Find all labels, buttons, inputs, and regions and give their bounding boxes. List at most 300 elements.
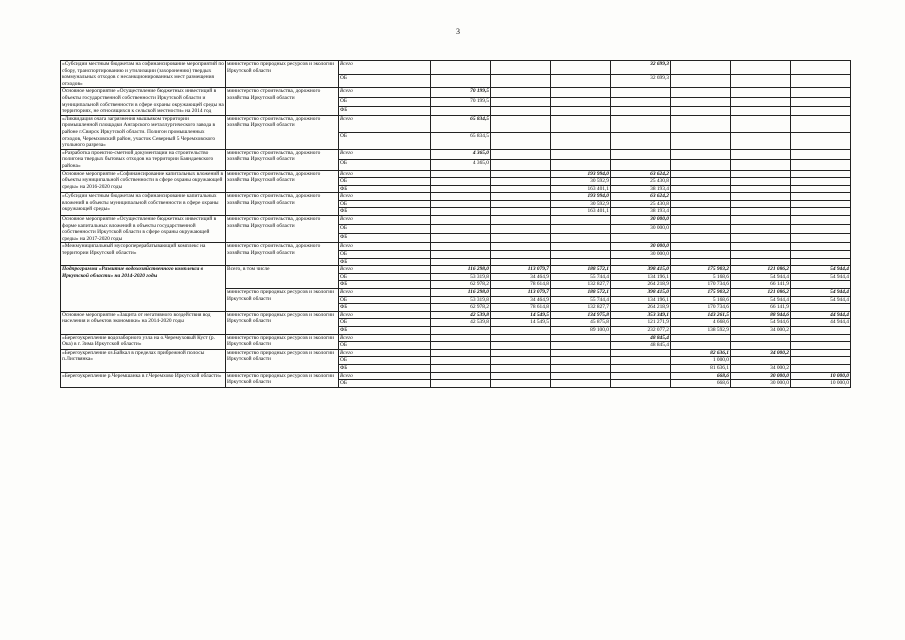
total-value-cell xyxy=(491,372,551,380)
value-cell xyxy=(731,74,791,88)
value-cell: 134 196,1 xyxy=(611,273,671,281)
total-value-cell xyxy=(671,61,731,75)
value-cell: 25 430,8 xyxy=(611,200,671,208)
value-cell xyxy=(791,178,851,186)
total-value-cell xyxy=(551,372,611,380)
total-value-cell xyxy=(551,216,611,225)
value-cell xyxy=(611,357,671,365)
total-value-cell: 188 572,1 xyxy=(551,266,611,274)
total-value-cell: 113 079,7 xyxy=(491,289,551,297)
value-cell xyxy=(551,225,611,234)
total-value-cell xyxy=(551,334,611,342)
executor-cell: министерство природных ресурсов и экологии Иркутской области xyxy=(226,349,339,372)
value-cell: 81 636,1 xyxy=(671,364,731,372)
total-value-cell: 82 636,1 xyxy=(671,349,731,357)
value-cell xyxy=(731,160,791,170)
measure-name-cell: Основное мероприятие «Защита от негативного воздействия вод населения и объектов экономики» на 2014-2020 годы xyxy=(61,311,226,334)
value-cell xyxy=(431,342,491,350)
value-cell: 70 199,5 xyxy=(431,97,491,106)
funding-source-total-cell: Всего xyxy=(339,372,431,380)
total-value-cell xyxy=(671,88,731,97)
total-value-cell: 143 261,5 xyxy=(671,311,731,319)
value-cell xyxy=(611,132,671,149)
funding-source-cell: ФБ xyxy=(339,326,431,334)
funding-source-total-cell: Всего xyxy=(339,289,431,297)
total-value-cell: 54 944,4 xyxy=(791,266,851,274)
total-value-cell xyxy=(491,216,551,225)
value-cell xyxy=(431,364,491,372)
value-cell xyxy=(491,326,551,334)
value-cell: 14 549,5 xyxy=(491,319,551,327)
funding-source-cell: ОБ xyxy=(339,319,431,327)
value-cell: 132 827,7 xyxy=(551,304,611,312)
value-cell xyxy=(791,281,851,289)
funding-source-cell: ФБ xyxy=(339,208,431,216)
funding-source-total-cell: Всего xyxy=(339,216,431,225)
value-cell xyxy=(431,357,491,365)
value-cell xyxy=(791,225,851,234)
total-value-cell: 54 944,4 xyxy=(791,289,851,297)
funding-source-cell: ОБ xyxy=(339,160,431,170)
table-row xyxy=(61,311,851,319)
total-value-cell: 65 834,5 xyxy=(431,115,491,132)
measure-name-cell: «Ликвидация очага загрязнения мышьяком территории промышленной площадки Ангарского металлургического завода в районе г.Свирск Иркутской области. Полигон промышленных отходов, Черемховский район, участок Северный 5 Черемховского угольного разреза» xyxy=(61,115,226,149)
value-cell xyxy=(791,208,851,216)
total-value-cell: 14 549,5 xyxy=(491,311,551,319)
value-cell xyxy=(551,364,611,372)
value-cell xyxy=(731,225,791,234)
value-cell xyxy=(611,258,671,266)
value-cell: 30 000,0 xyxy=(731,380,791,388)
value-cell: 132 827,7 xyxy=(551,281,611,289)
funding-source-cell: ОБ xyxy=(339,380,431,388)
value-cell xyxy=(491,185,551,193)
funding-source-total-cell: Всего xyxy=(339,334,431,342)
executor-cell: министерство природных ресурсов и экологии Иркутской области xyxy=(226,311,339,334)
value-cell: 121 271,9 xyxy=(611,319,671,327)
value-cell: 34 464,9 xyxy=(491,296,551,304)
total-value-cell xyxy=(611,372,671,380)
value-cell xyxy=(791,234,851,243)
value-cell xyxy=(671,178,731,186)
funding-source-total-cell: Всего xyxy=(339,88,431,97)
value-cell xyxy=(671,342,731,350)
value-cell: 4 668,6 xyxy=(671,319,731,327)
total-value-cell: 42 539,8 xyxy=(431,311,491,319)
funding-source-cell: ОБ xyxy=(339,251,431,259)
funding-source-cell: ФБ xyxy=(339,185,431,193)
value-cell: 53 319,8 xyxy=(431,296,491,304)
total-value-cell xyxy=(671,216,731,225)
measure-name-cell: «Берегоукрепление р.Черемшанка в г.Черемхово Иркутской области» xyxy=(61,372,226,387)
value-cell xyxy=(431,178,491,186)
value-cell xyxy=(791,357,851,365)
value-cell: 54 944,4 xyxy=(791,273,851,281)
measure-name-cell: «Межмуниципальный мусороперерабатывающий комплекс на территории Иркутской области» xyxy=(61,243,226,266)
value-cell: 30 000,0 xyxy=(611,251,671,259)
funding-source-cell: ОБ xyxy=(339,132,431,149)
total-value-cell xyxy=(551,349,611,357)
value-cell xyxy=(551,258,611,266)
funding-source-total-cell: Всего xyxy=(339,311,431,319)
executor-cell: министерство природных ресурсов и экологии Иркутской области xyxy=(226,289,339,312)
value-cell: 5 168,6 xyxy=(671,296,731,304)
value-cell xyxy=(671,160,731,170)
value-cell: 62 978,2 xyxy=(431,304,491,312)
funding-source-cell: ОБ xyxy=(339,97,431,106)
value-cell xyxy=(731,106,791,115)
value-cell xyxy=(611,106,671,115)
value-cell xyxy=(731,342,791,350)
value-cell xyxy=(791,258,851,266)
value-cell xyxy=(491,132,551,149)
value-cell xyxy=(491,380,551,388)
funding-source-cell: ОБ xyxy=(339,225,431,234)
value-cell xyxy=(791,106,851,115)
table-row xyxy=(61,266,851,274)
value-cell xyxy=(491,364,551,372)
total-value-cell xyxy=(791,216,851,225)
value-cell xyxy=(791,132,851,149)
measure-name-cell: Основное мероприятие «Осуществление бюджетных инвестиций в форме капитальных вложений в объекты государственной собственности Иркутской области в сфере охраны окружающей среды» на 2017-2020 годы xyxy=(61,216,226,243)
total-value-cell xyxy=(731,334,791,342)
total-value-cell: 175 903,2 xyxy=(671,266,731,274)
value-cell xyxy=(551,160,611,170)
total-value-cell xyxy=(791,149,851,159)
value-cell xyxy=(671,258,731,266)
total-value-cell: 134 975,8 xyxy=(551,311,611,319)
value-cell xyxy=(731,251,791,259)
value-cell: 1 000,0 xyxy=(671,357,731,365)
total-value-cell xyxy=(431,243,491,251)
value-cell xyxy=(491,342,551,350)
value-cell xyxy=(431,208,491,216)
total-value-cell xyxy=(671,243,731,251)
executor-cell: министерство строительства, дорожного хозяйства Иркутской области xyxy=(226,216,339,243)
value-cell: 25 430,8 xyxy=(611,178,671,186)
value-cell xyxy=(671,234,731,243)
value-cell xyxy=(791,364,851,372)
value-cell xyxy=(671,251,731,259)
value-cell xyxy=(551,132,611,149)
value-cell xyxy=(491,357,551,365)
value-cell: 232 077,2 xyxy=(611,326,671,334)
executor-cell: министерство природных ресурсов и экологии Иркутской области xyxy=(226,372,339,387)
value-cell: 54 944,4 xyxy=(731,296,791,304)
total-value-cell: 30 000,0 xyxy=(731,372,791,380)
value-cell: 668,6 xyxy=(671,380,731,388)
total-value-cell xyxy=(671,170,731,178)
total-value-cell: 48 845,4 xyxy=(611,334,671,342)
executor-cell: министерство природных ресурсов и экологии Иркутской области xyxy=(226,61,339,88)
value-cell xyxy=(431,106,491,115)
total-value-cell xyxy=(731,170,791,178)
funding-source-cell: ОБ xyxy=(339,273,431,281)
value-cell: 34 464,9 xyxy=(491,273,551,281)
measure-name-cell: «Разработка проектно-сметной документации на строительство полигона твердых бытовых отходов на территории Баяндаевского района» xyxy=(61,149,226,170)
value-cell: 45 875,8 xyxy=(551,319,611,327)
total-value-cell: 175 903,2 xyxy=(671,289,731,297)
value-cell: 54 944,6 xyxy=(731,319,791,327)
value-cell: 138 592,9 xyxy=(671,326,731,334)
total-value-cell xyxy=(491,88,551,97)
value-cell xyxy=(551,342,611,350)
value-cell: 78 614,8 xyxy=(491,281,551,289)
value-cell: 89 100,0 xyxy=(551,326,611,334)
total-value-cell xyxy=(431,193,491,201)
value-cell xyxy=(791,342,851,350)
value-cell: 264 218,9 xyxy=(611,304,671,312)
value-cell xyxy=(551,234,611,243)
total-value-cell: 113 079,7 xyxy=(491,266,551,274)
value-cell: 163 401,1 xyxy=(551,185,611,193)
value-cell xyxy=(491,234,551,243)
table-row xyxy=(61,243,851,251)
value-cell: 170 734,6 xyxy=(671,281,731,289)
value-cell xyxy=(491,178,551,186)
table-row xyxy=(61,349,851,357)
total-value-cell xyxy=(731,61,791,75)
total-value-cell xyxy=(671,334,731,342)
table-row xyxy=(61,216,851,225)
total-value-cell xyxy=(551,115,611,132)
value-cell: 5 168,6 xyxy=(671,273,731,281)
total-value-cell xyxy=(731,243,791,251)
total-value-cell: 353 349,1 xyxy=(611,311,671,319)
total-value-cell: 44 944,4 xyxy=(791,311,851,319)
total-value-cell: 88 944,6 xyxy=(731,311,791,319)
total-value-cell xyxy=(671,115,731,132)
executor-cell: министерство строительства, дорожного хозяйства Иркутской области xyxy=(226,193,339,216)
table-row xyxy=(61,88,851,97)
funding-source-cell: ФБ xyxy=(339,258,431,266)
total-value-cell xyxy=(431,216,491,225)
value-cell: 4 365,0 xyxy=(431,160,491,170)
total-value-cell: 32 699,3 xyxy=(611,61,671,75)
value-cell xyxy=(491,106,551,115)
total-value-cell: 4 365,0 xyxy=(431,149,491,159)
total-value-cell: 398 415,0 xyxy=(611,266,671,274)
total-value-cell: 188 572,1 xyxy=(551,289,611,297)
total-value-cell xyxy=(551,243,611,251)
total-value-cell xyxy=(491,334,551,342)
total-value-cell xyxy=(671,149,731,159)
value-cell xyxy=(431,74,491,88)
value-cell: 34 000,2 xyxy=(731,364,791,372)
value-cell xyxy=(491,208,551,216)
table-row xyxy=(61,334,851,342)
budget-table xyxy=(60,60,851,388)
executor-cell: министерство природных ресурсов и экологии Иркутской области xyxy=(226,334,339,349)
total-value-cell: 116 298,0 xyxy=(431,266,491,274)
total-value-cell xyxy=(791,334,851,342)
funding-source-total-cell: Всего xyxy=(339,243,431,251)
total-value-cell: 30 000,0 xyxy=(611,216,671,225)
value-cell: 30 000,0 xyxy=(611,225,671,234)
value-cell xyxy=(491,251,551,259)
value-cell: 48 845,4 xyxy=(611,342,671,350)
total-value-cell: 63 624,2 xyxy=(611,193,671,201)
value-cell: 55 744,4 xyxy=(551,296,611,304)
value-cell xyxy=(731,132,791,149)
value-cell xyxy=(731,97,791,106)
page-number: 3 xyxy=(456,27,460,36)
value-cell: 10 000,0 xyxy=(791,380,851,388)
measure-name-cell: «Берегоукрепление оз.Байкал в пределах прибрежной полосы п.Листвянка» xyxy=(61,349,226,372)
value-cell xyxy=(611,380,671,388)
value-cell xyxy=(791,185,851,193)
table-row xyxy=(61,193,851,201)
total-value-cell: 116 298,0 xyxy=(431,289,491,297)
total-value-cell: 70 199,5 xyxy=(431,88,491,97)
total-value-cell: 193 994,0 xyxy=(551,170,611,178)
total-value-cell xyxy=(791,115,851,132)
funding-source-total-cell: Всего xyxy=(339,115,431,132)
total-value-cell xyxy=(731,115,791,132)
executor-cell: министерство строительства, дорожного хозяйства Иркутской области xyxy=(226,149,339,170)
total-value-cell: 34 000,2 xyxy=(731,349,791,357)
total-value-cell xyxy=(491,193,551,201)
value-cell xyxy=(491,97,551,106)
total-value-cell: 668,6 xyxy=(671,372,731,380)
value-cell xyxy=(791,97,851,106)
funding-source-total-cell: Всего xyxy=(339,349,431,357)
value-cell xyxy=(551,380,611,388)
total-value-cell xyxy=(431,170,491,178)
value-cell xyxy=(491,225,551,234)
table-row xyxy=(61,61,851,75)
total-value-cell xyxy=(431,61,491,75)
value-cell xyxy=(491,200,551,208)
total-value-cell xyxy=(791,170,851,178)
table-row xyxy=(61,115,851,132)
value-cell xyxy=(551,74,611,88)
total-value-cell xyxy=(731,149,791,159)
funding-source-cell: ОБ xyxy=(339,200,431,208)
total-value-cell xyxy=(731,216,791,225)
total-value-cell xyxy=(491,349,551,357)
executor-cell: Всего, в том числе xyxy=(226,266,339,289)
value-cell xyxy=(731,178,791,186)
total-value-cell xyxy=(611,149,671,159)
funding-source-cell: ОБ xyxy=(339,296,431,304)
funding-source-total-cell: Всего xyxy=(339,149,431,159)
value-cell xyxy=(431,251,491,259)
value-cell: 66 141,9 xyxy=(731,281,791,289)
total-value-cell: 30 000,0 xyxy=(611,243,671,251)
funding-source-cell: ФБ xyxy=(339,234,431,243)
funding-source-cell: ОБ xyxy=(339,74,431,88)
total-value-cell: 10 000,0 xyxy=(791,372,851,380)
value-cell: 32 699,3 xyxy=(611,74,671,88)
value-cell xyxy=(551,106,611,115)
total-value-cell: 121 086,2 xyxy=(731,289,791,297)
value-cell xyxy=(671,132,731,149)
value-cell xyxy=(431,200,491,208)
funding-source-cell: ФБ xyxy=(339,304,431,312)
total-value-cell xyxy=(791,61,851,75)
value-cell xyxy=(671,74,731,88)
total-value-cell xyxy=(491,61,551,75)
value-cell: 65 834,5 xyxy=(431,132,491,149)
value-cell xyxy=(431,258,491,266)
value-cell xyxy=(431,185,491,193)
value-cell xyxy=(491,74,551,88)
funding-source-total-cell: Всего xyxy=(339,61,431,75)
value-cell xyxy=(671,106,731,115)
value-cell xyxy=(671,200,731,208)
value-cell: 34 000,2 xyxy=(731,326,791,334)
value-cell xyxy=(431,380,491,388)
measure-name-cell: «Субсидии местным бюджетам на софинансирование капитальных вложений в объекты муниципальной собственности в сфере охраны окружающей среды» xyxy=(61,193,226,216)
value-cell: 163 401,1 xyxy=(551,208,611,216)
value-cell xyxy=(671,185,731,193)
value-cell: 54 944,4 xyxy=(791,296,851,304)
value-cell: 62 978,2 xyxy=(431,281,491,289)
value-cell: 44 944,4 xyxy=(791,319,851,327)
table-row xyxy=(61,372,851,380)
measure-name-cell: «Субсидии местным бюджетам на софинансирование мероприятий по сбору, транспортированию и утилизации (захоронению) твердых коммунальных отходов с несанкционированных мест размещения отходов» xyxy=(62,61,224,87)
value-cell xyxy=(671,225,731,234)
value-cell xyxy=(491,258,551,266)
value-cell: 66 141,9 xyxy=(731,304,791,312)
total-value-cell xyxy=(551,88,611,97)
funding-source-cell: ФБ xyxy=(339,106,431,115)
value-cell: 30 592,9 xyxy=(551,200,611,208)
value-cell xyxy=(551,97,611,106)
value-cell: 134 196,1 xyxy=(611,296,671,304)
funding-source-total-cell: Всего xyxy=(339,193,431,201)
table-row xyxy=(61,149,851,159)
value-cell xyxy=(551,251,611,259)
value-cell xyxy=(731,234,791,243)
total-value-cell xyxy=(611,88,671,97)
total-value-cell xyxy=(671,193,731,201)
value-cell: 55 744,4 xyxy=(551,273,611,281)
total-value-cell: 398 415,0 xyxy=(611,289,671,297)
funding-source-cell: ОБ xyxy=(339,178,431,186)
value-cell: 30 592,9 xyxy=(551,178,611,186)
measure-name-cell: Основное мероприятие «Осуществление бюджетных инвестиций в объекты государственной собственности Иркутской области и муниципальной собственности в сфере охраны окружающей среды на территориях, не относящихся к сельской местности» на 2014 год xyxy=(62,88,224,115)
total-value-cell xyxy=(551,149,611,159)
value-cell: 53 319,8 xyxy=(431,273,491,281)
value-cell xyxy=(551,357,611,365)
value-cell: 170 734,6 xyxy=(671,304,731,312)
value-cell: 38 193,4 xyxy=(611,185,671,193)
total-value-cell xyxy=(791,243,851,251)
executor-cell: министерство строительства, дорожного хозяйства Иркутской области xyxy=(226,88,339,115)
value-cell xyxy=(731,357,791,365)
total-value-cell xyxy=(491,149,551,159)
total-value-cell xyxy=(611,349,671,357)
value-cell xyxy=(611,160,671,170)
value-cell: 38 193,4 xyxy=(611,208,671,216)
value-cell xyxy=(611,97,671,106)
value-cell xyxy=(731,258,791,266)
total-value-cell: 63 624,2 xyxy=(611,170,671,178)
total-value-cell xyxy=(611,115,671,132)
total-value-cell xyxy=(551,61,611,75)
measure-name-cell: «Берегоукрепление водозаборного узла на о.Черемуховый Куст (р. Ока) в г. Зима Иркутской области» xyxy=(61,334,226,349)
funding-source-cell: ОБ xyxy=(339,342,431,350)
value-cell xyxy=(791,251,851,259)
total-value-cell xyxy=(491,115,551,132)
value-cell xyxy=(791,74,851,88)
value-cell xyxy=(671,97,731,106)
executor-cell: министерство строительства, дорожного хозяйства Иркутской области xyxy=(226,243,339,266)
value-cell xyxy=(791,304,851,312)
total-value-cell xyxy=(791,349,851,357)
